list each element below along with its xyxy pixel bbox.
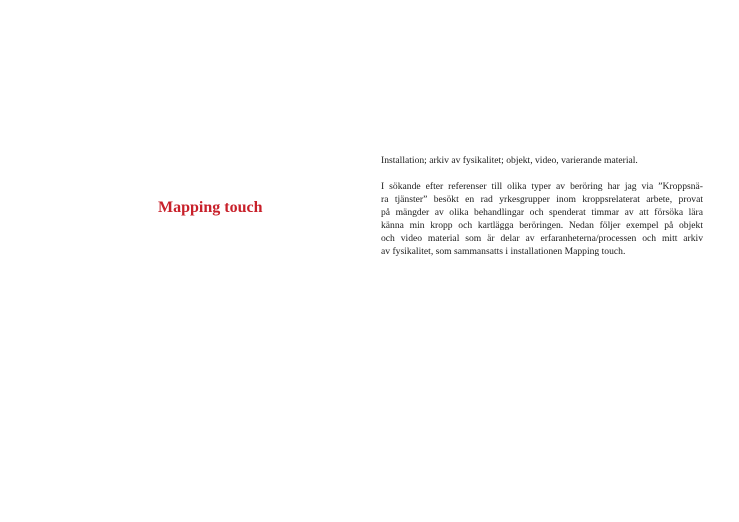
text-block (381, 154, 703, 258)
body-paragraph (381, 180, 703, 258)
body-line: ra tjänster” besökt en rad yrkesgrupper inom kroppsrelaterat arbete, provat (381, 194, 703, 205)
body-line: på mängder av olika behandlingar och spenderat timmar av att försöka lära (381, 207, 703, 218)
body-line: av fysikalitet, som sammansatts i installationen Mapping touch. (381, 246, 626, 257)
body-line: och video material som är delar av erfaranheterna/processen och mitt arkiv (381, 233, 703, 244)
body-line: I sökande efter referenser till olika typer av beröring har jag via ”Kroppsnä- (381, 181, 703, 192)
body-line: känna min kropp och kartlägga beröringen. Nedan följer exempel på objekt (381, 220, 703, 231)
intro-paragraph: Installation; arkiv av fysikalitet; objekt, video, varierande material. (381, 155, 638, 166)
page-title: Mapping touch (158, 199, 263, 216)
